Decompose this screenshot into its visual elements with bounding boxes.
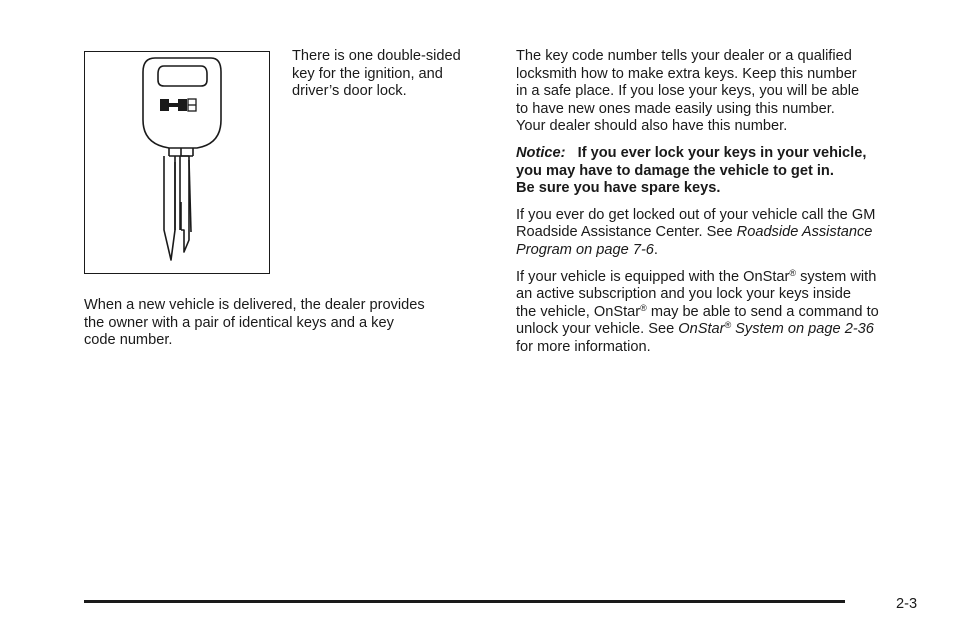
key-icon bbox=[85, 52, 268, 272]
paragraph-line: the owner with a pair of identical keys and a key bbox=[84, 314, 394, 331]
onstar-paragraph bbox=[516, 269, 926, 357]
paragraph-line: When a new vehicle is delivered, the dealer provides bbox=[84, 297, 425, 313]
onstar-reference bbox=[678, 321, 874, 337]
caption-line: key for the ignition, and bbox=[292, 65, 443, 82]
paragraph-text: If your vehicle is equipped with the OnStar bbox=[516, 268, 790, 285]
paragraph-line: If you ever do get locked out of your vehicle call the GM bbox=[516, 206, 876, 223]
paragraph-text: unlock your vehicle. See bbox=[516, 321, 679, 338]
registered-mark: ® bbox=[724, 320, 732, 331]
paragraph-text: system with bbox=[796, 268, 877, 285]
notice-text: Be sure you have spare keys. bbox=[516, 180, 721, 197]
paragraph-text: the vehicle, OnStar bbox=[516, 303, 641, 320]
paragraph-line: locksmith how to make extra keys. Keep this number bbox=[516, 65, 857, 82]
paragraph-line: in a safe place. If you lose your keys, you will be able bbox=[516, 83, 860, 100]
delivery-paragraph bbox=[84, 297, 484, 350]
onstar-reference-text: OnStar bbox=[678, 321, 725, 338]
page-number: 2-3 bbox=[896, 596, 918, 612]
notice-label: Notice: bbox=[516, 144, 566, 161]
notice-paragraph bbox=[516, 145, 926, 198]
caption-line: driver’s door lock. bbox=[292, 83, 407, 100]
notice-text: you may have to damage the vehicle to get in. bbox=[516, 162, 834, 179]
roadside-paragraph bbox=[516, 207, 926, 260]
key-illustration bbox=[84, 51, 270, 274]
paragraph-line: an active subscription and you lock your keys inside bbox=[516, 286, 852, 303]
paragraph-line: Your dealer should also have this number. bbox=[516, 118, 788, 135]
paragraph-text: . bbox=[653, 241, 658, 258]
paragraph-text: Roadside Assistance Center. See bbox=[516, 224, 737, 241]
key-code-paragraph bbox=[516, 48, 926, 136]
paragraph-line: for more information. bbox=[516, 338, 651, 355]
roadside-reference: Roadside Assistance bbox=[736, 224, 873, 241]
registered-mark: ® bbox=[640, 302, 647, 313]
notice-text: If you ever lock your keys in your vehicle, bbox=[577, 144, 867, 161]
right-column bbox=[516, 48, 926, 366]
paragraph-line: to have new ones made easily using this number. bbox=[516, 100, 835, 117]
figure-caption bbox=[292, 48, 492, 101]
onstar-reference-text: System on page 2-36 bbox=[731, 321, 874, 338]
paragraph-text: may be able to send a command to bbox=[646, 303, 879, 320]
caption-line: There is one double-sided bbox=[292, 48, 461, 64]
paragraph-line: The key code number tells your dealer or a qualified bbox=[516, 48, 852, 64]
footer-rule bbox=[84, 600, 845, 603]
registered-mark: ® bbox=[789, 267, 797, 278]
roadside-reference: Program on page 7-6 bbox=[516, 241, 654, 258]
paragraph-line: code number. bbox=[84, 332, 173, 349]
